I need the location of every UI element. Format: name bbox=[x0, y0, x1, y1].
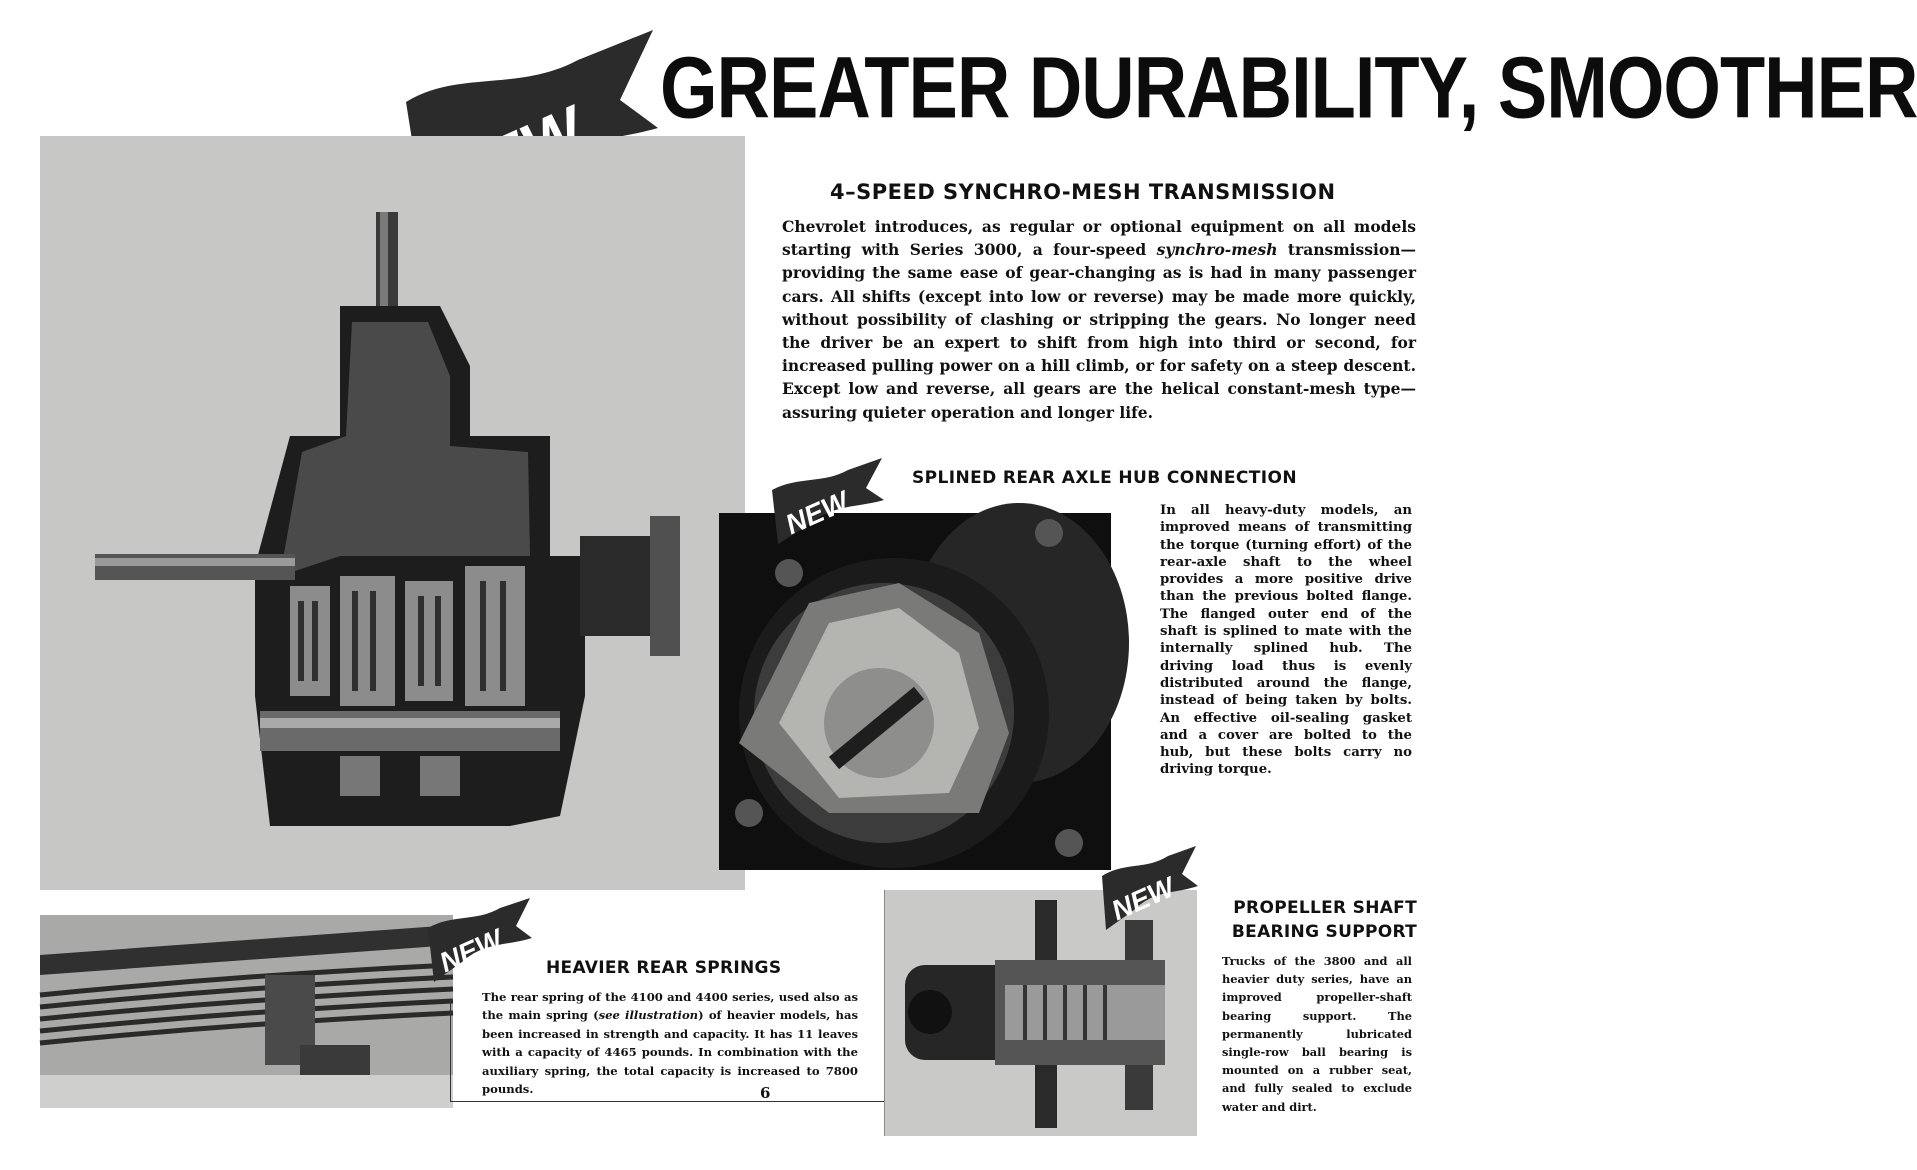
rear-springs-photo bbox=[40, 915, 453, 1108]
axle-hub-photo bbox=[719, 513, 1111, 870]
springs-title: HEAVIER REAR SPRINGS bbox=[546, 958, 782, 978]
springs-body: The rear spring of the 4100 and 4400 series, used also as the main spring (see illustration) of heavier models, has been increased in strength and capacity. It has 11 leaves with a capacity of 4465 pounds. In combination with the auxiliary spring, the total capacity is increased to 7800 pounds. bbox=[482, 990, 859, 1097]
new-flag-axle bbox=[768, 458, 886, 544]
axle-hub-title: SPLINED REAR AXLE HUB CONNECTION bbox=[912, 468, 1298, 488]
springs-box-left-rule bbox=[450, 1000, 451, 1102]
transmission-title: 4–SPEED SYNCHRO-MESH TRANSMISSION bbox=[830, 180, 1336, 204]
axle-hub-body: In all heavy-duty models, an improved means of transmitting the torque (turning effort) of the rear-axle shaft to the wheel provides a more positive drive than the previous bolted flange. The flanged outer end of the shaft is splined to mate with the internally splined hub. The driving load thus is evenly distributed around the flange, instead of being taken by bolts. An effective oil-sealing gasket and a cover are bolted to the hub, but these bolts carry no driving torque. bbox=[1160, 503, 1412, 778]
springs-box-bottom-rule bbox=[450, 1101, 884, 1102]
new-flag-propeller bbox=[1098, 846, 1198, 930]
page-headline: GREATER DURABILITY, SMOOTHER bbox=[660, 38, 1917, 137]
transmission-photo bbox=[40, 136, 745, 890]
springs-body-emphasis: see illustration bbox=[598, 1008, 699, 1023]
new-flag-springs bbox=[424, 898, 534, 982]
propeller-title: PROPELLER SHAFT BEARING SUPPORT bbox=[1231, 898, 1417, 942]
propeller-body: Trucks of the 3800 and all heavier duty series, have an improved propeller-shaft bearing support. The permanently lubricated single-row ball bearing is mounted on a rubber seat, and fully sealed to exclude water and dirt. bbox=[1222, 954, 1412, 1114]
new-flag-propeller-text: NEW bbox=[1106, 871, 1180, 927]
new-flag-axle-text: NEW bbox=[780, 485, 854, 541]
page-number: 6 bbox=[760, 1084, 771, 1102]
new-flag-springs-text: NEW bbox=[434, 923, 508, 979]
transmission-body-emphasis: synchro-mesh bbox=[1156, 240, 1278, 260]
transmission-body: Chevrolet introduces, as regular or optional equipment on all models starting with Series 3000, a four-speed synchro-mesh transmission—providing the same ease of gear-changing as is had in many passenger cars. All shifts (except into low or reverse) may be made more quickly, without possibility of clashing or stripping the gears. No longer need the driver be an expert to shift from high into third or second, for increased pulling power on a hill climb, or for safety on a steep descent. Except low and reverse, all gears are the helical constant-mesh type—assuring quieter operation and longer life. bbox=[782, 217, 1416, 422]
